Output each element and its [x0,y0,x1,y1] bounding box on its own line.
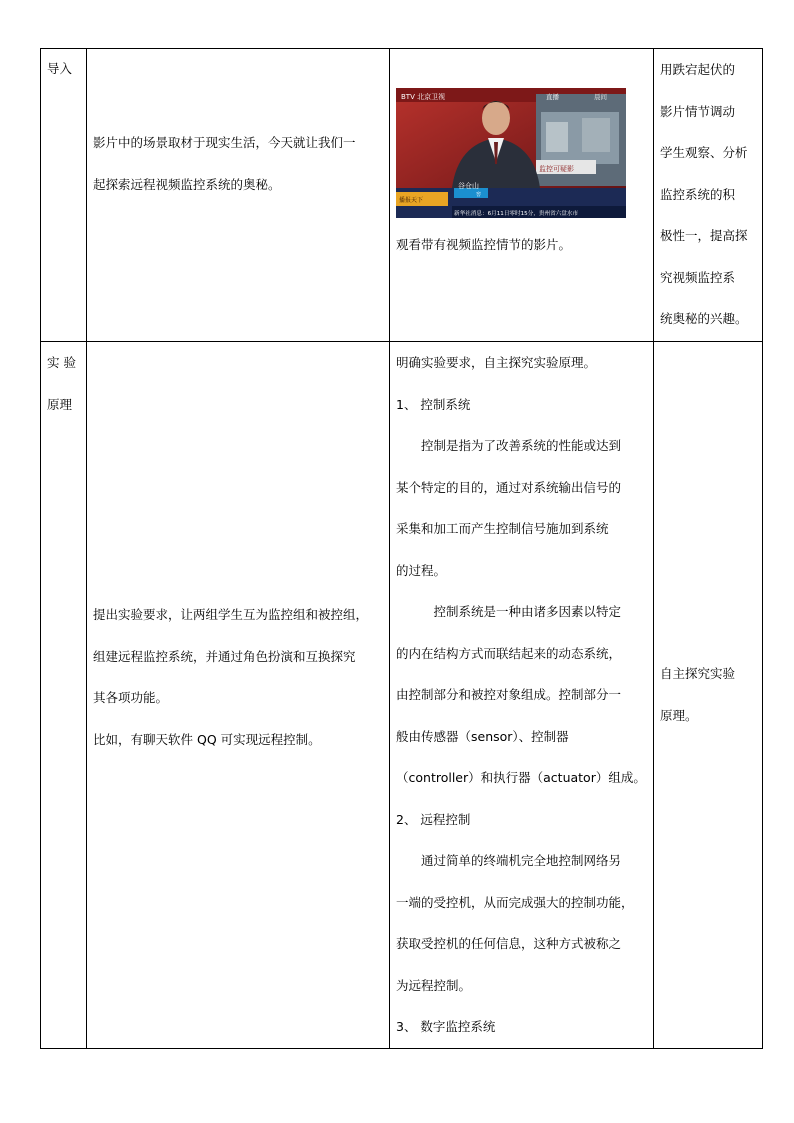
intent-line: 究视频监控系 [660,269,736,285]
teacher-activity-cell [87,342,390,1049]
student-text-line: 采集和加工而产生控制信号施加到系统 [396,521,609,536]
teacher-text-line: 比如，有聊天软件 QQ 可实现远程控制。 [93,731,321,747]
stage-label-cell [41,49,87,342]
table-row [41,49,763,342]
student-text-line: 某个特定的目的，通过对系统输出信号的 [396,479,622,495]
stage-label: 导入 [47,61,73,76]
stage-label-cell [41,342,87,1049]
intent-line: 监控系统的积 [660,186,736,202]
channel-logo: BTV 北京卫视 [401,93,446,101]
student-text-line: 为远程控制。 [396,977,472,993]
intent-line: 用跌宕起伏的 [660,62,736,77]
monitor-label: 监控可疑影 [539,165,574,173]
section-heading: 2、 远程控制 [396,811,471,827]
section-heading: 1、 控制系统 [396,396,471,412]
stage-label: 原理 [47,397,73,412]
student-text-line: 一端的受控机，从而完成强大的控制功能， [396,894,634,910]
teacher-text-line: 提出实验要求，让两组学生互为监控组和被控组， [93,607,369,622]
ad-banner-sub: 窖 [476,192,482,198]
student-text-line: 的内在结构方式而联结起来的动态系统， [396,645,622,661]
student-text-line: 明确实验要求，自主探究实验原理。 [396,355,597,370]
intent-line: 统奥秘的兴趣。 [660,311,748,326]
student-activity-cell [390,49,654,342]
intent-line: 原理。 [660,707,698,723]
student-text-line: 的过程。 [396,562,447,578]
student-text-line: 通过简单的终端机完全地控制网络另 [421,853,622,868]
teacher-text-line: 组建远程监控系统，并通过角色扮演和互换探究 [93,648,356,664]
student-text-line: 控制系统是一种由诸多因素以特定 [433,604,622,619]
intent-line: 极性一，提高探 [660,228,748,243]
teacher-text-line: 其各项功能。 [93,690,169,705]
lesson-table [40,48,763,1049]
student-activity-cell [390,342,654,1049]
teacher-text-line: 影片中的场景取材于现实生活，今天就让我们一 [93,135,356,150]
design-intent-cell [654,49,763,342]
table-row [41,342,763,1049]
teacher-text-line: 起探索远程视频监控系统的奥秘。 [93,176,281,192]
student-text-line: 由控制部分和被控对象组成。控制部分一 [396,687,622,702]
intent-line: 自主探究实验 [660,666,736,681]
intent-line: 影片情节调动 [660,103,736,119]
program-tag: 晨间 [594,93,607,101]
student-text-line: 获取受控机的任何信息，这种方式被称之 [396,936,622,951]
stage-label: 实 验 [47,355,76,370]
news-ticker: 新华社消息：6月11日零时15分，贵州省六盘水市 [454,211,579,217]
student-text-line: 般由传感器（sensor）、控制器 [396,728,569,744]
student-text-line: 控制是指为了改善系统的性能或达到 [421,438,622,453]
teacher-activity-cell [87,49,390,342]
section-heading: 3、 数字监控系统 [396,1019,496,1034]
intent-line: 学生观察、分析 [660,145,748,160]
news-video-still [396,88,626,218]
student-text-line: （controller）和执行器（actuator）组成。 [396,770,646,785]
student-text-line: 观看带有视频监控情节的影片。 [396,237,572,252]
left-tag: 播报天下 [399,197,424,204]
live-tag: 直播 [546,93,559,101]
design-intent-cell [654,342,763,1049]
ad-banner: 谷仓山 [458,182,479,190]
